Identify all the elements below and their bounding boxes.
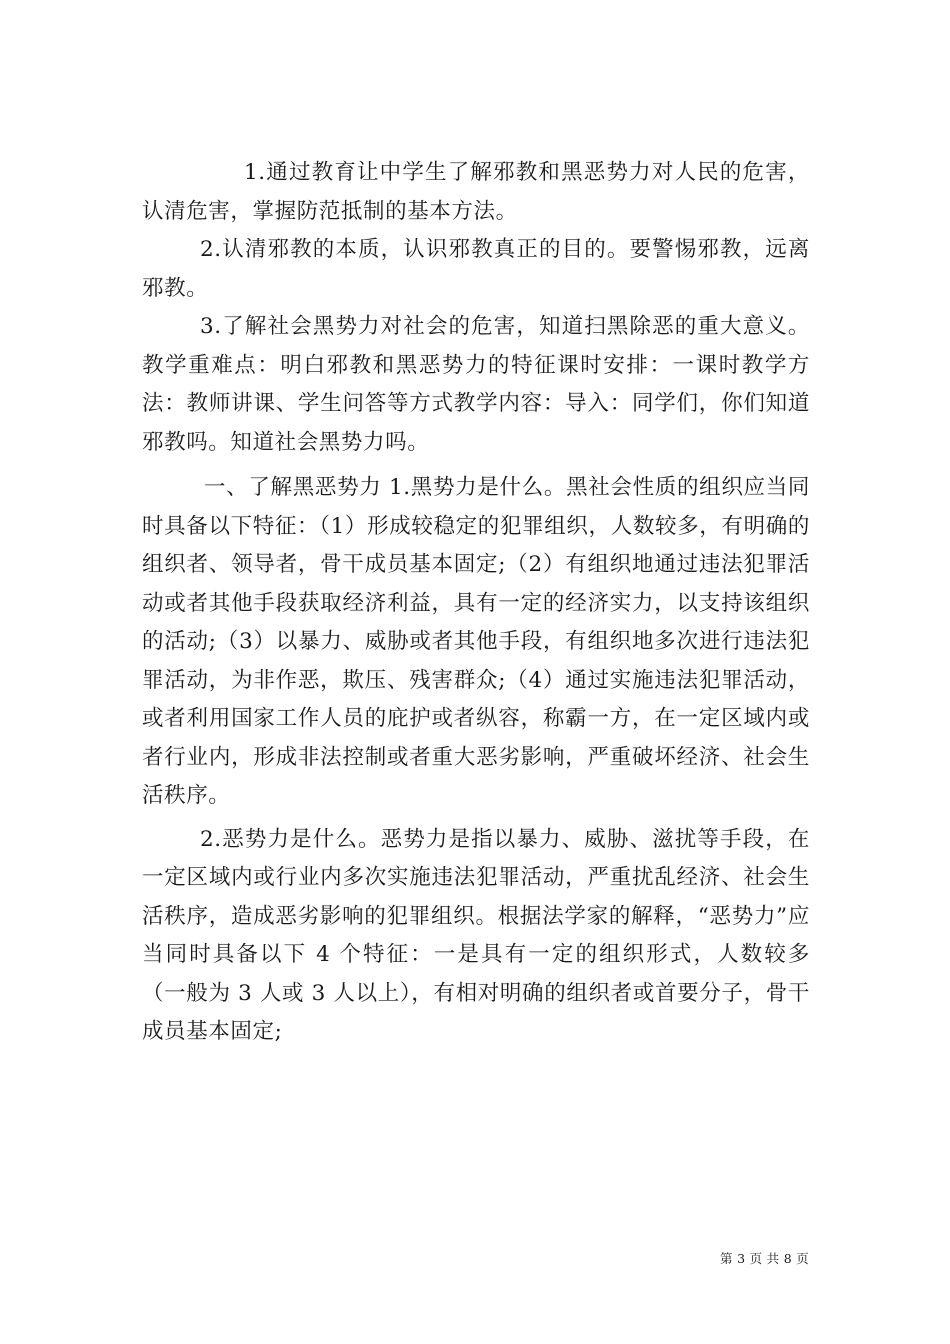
paragraph-objective-3: 3.了解社会黑势力对社会的危害，知道扫黑除恶的重大意义。教学重难点：明白邪教和黑恶势力的特征课时安排：一课时教学方法：教师讲课、学生问答等方式教学内容：导入：同学们，你们知道邪教吗。知道社会黑势力吗。 (142, 314, 810, 455)
paragraph-objective-2: 2.认清邪教的本质，认识邪教真正的目的。要警惕邪教，远离邪教。 (142, 237, 810, 301)
paragraph-objective-1: 1.通过教育让中学生了解邪教和黑恶势力对人民的危害，认清危害，掌握防范抵制的基本方法。 (142, 160, 810, 224)
page-number: 第 3 页 共 8 页 (720, 1251, 810, 1266)
paragraph-black-forces: 一、了解黑恶势力 1.黑势力是什么。黑社会性质的组织应当同时具备以下特征：（1）形成较稳定的犯罪组织，人数较多，有明确的组织者、领导者，骨干成员基本固定;（2）有组织地通过违法犯罪活动或者其他手段获取经济利益，具有一定的经济实力，以支持该组织的活动;（3）以暴力、威胁或者其他手段，有组织地多次进行违法犯罪活动，为非作恶，欺压、残害群众;（4）通过实施违法犯罪活动，或者利用国家工作人员的庇护或者纵容，称霸一方，在一定区域内或者行业内，形成非法控制或者重大恶劣影响，严重破坏经济、社会生活秩序。 (142, 475, 810, 808)
document-body (142, 154, 810, 1052)
paragraph-evil-forces: 2.恶势力是什么。恶势力是指以暴力、威胁、滋扰等手段，在一定区域内或行业内多次实施违法犯罪活动，严重扰乱经济、社会生活秩序，造成恶劣影响的犯罪组织。根据法学家的解释，“恶势力”应当同时具备以下 4 个特征：一是具有一定的组织形式，人数较多（一般为 3 人或 3 人以上），有相对明确的组织者或首要分子，骨干成员基本固定; (142, 826, 810, 1044)
